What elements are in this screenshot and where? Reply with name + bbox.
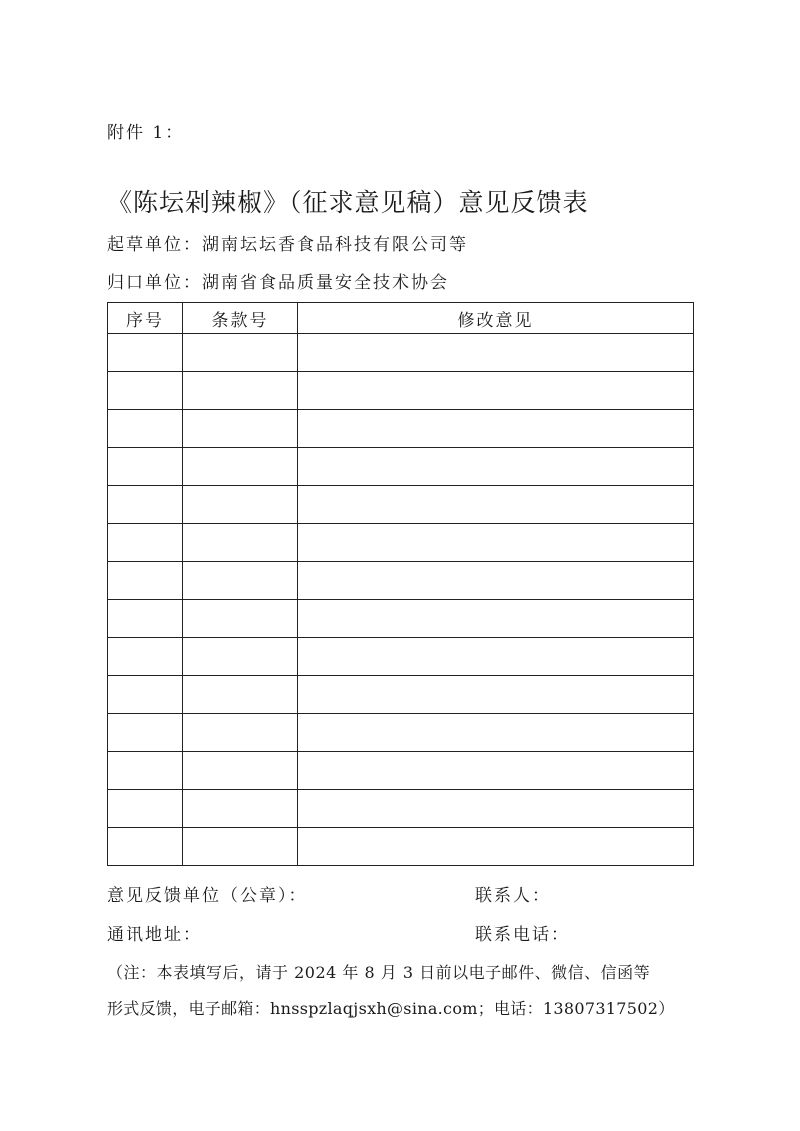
table-row [108,410,694,448]
table-row [108,448,694,486]
attachment-label: 附件 1： [107,123,185,143]
comment-cell[interactable] [298,372,694,410]
serial-cell[interactable] [108,828,183,866]
clause-cell[interactable] [183,562,298,600]
table-header-row [108,303,694,334]
mailing-address-label: 通讯地址： [107,925,202,945]
comment-cell[interactable] [298,676,694,714]
clause-cell[interactable] [183,334,298,372]
serial-cell[interactable] [108,372,183,410]
serial-cell[interactable] [108,790,183,828]
comment-cell[interactable] [298,714,694,752]
clause-cell[interactable] [183,448,298,486]
serial-cell[interactable] [108,676,183,714]
serial-cell[interactable] [108,524,183,562]
clause-cell[interactable] [183,486,298,524]
serial-cell[interactable] [108,486,183,524]
clause-cell[interactable] [183,372,298,410]
table-row [108,600,694,638]
comment-cell[interactable] [298,486,694,524]
comment-cell[interactable] [298,410,694,448]
note-line-1: （注：本表填写后，请于 2024 年 8 月 3 日前以电子邮件、微信、信函等 [107,963,651,982]
comment-cell[interactable] [298,600,694,638]
clause-cell[interactable] [183,410,298,448]
clause-cell[interactable] [183,600,298,638]
clause-cell[interactable] [183,676,298,714]
feedback-table [107,302,694,866]
clause-cell[interactable] [183,714,298,752]
serial-cell[interactable] [108,562,183,600]
comment-cell[interactable] [298,790,694,828]
table-row [108,714,694,752]
serial-cell[interactable] [108,638,183,676]
table-row [108,486,694,524]
comment-cell[interactable] [298,752,694,790]
table-row [108,334,694,372]
clause-cell[interactable] [183,790,298,828]
comment-cell[interactable] [298,334,694,372]
contact-person-label: 联系人： [475,886,551,906]
table-row [108,638,694,676]
header-serial-number: 序号 [108,303,183,334]
document-title: 《陈坛剁辣椒》（征求意见稿）意见反馈表 [107,188,589,217]
clause-cell[interactable] [183,752,298,790]
drafting-unit: 起草单位：湖南坛坛香食品科技有限公司等 [107,235,468,255]
serial-cell[interactable] [108,752,183,790]
table-body [108,334,694,866]
clause-cell[interactable] [183,524,298,562]
table-row [108,828,694,866]
responsible-unit: 归口单位：湖南省食品质量安全技术协会 [107,273,449,293]
table-row [108,752,694,790]
header-clause-number: 条款号 [183,303,298,334]
feedback-unit-label: 意见反馈单位（公章）： [107,886,308,906]
contact-phone-label: 联系电话： [475,925,570,945]
serial-cell[interactable] [108,410,183,448]
serial-cell[interactable] [108,714,183,752]
clause-cell[interactable] [183,638,298,676]
comment-cell[interactable] [298,562,694,600]
comment-cell[interactable] [298,448,694,486]
serial-cell[interactable] [108,448,183,486]
table-row [108,372,694,410]
header-revision-comment: 修改意见 [298,303,694,334]
comment-cell[interactable] [298,524,694,562]
serial-cell[interactable] [108,600,183,638]
table-row [108,524,694,562]
comment-cell[interactable] [298,828,694,866]
serial-cell[interactable] [108,334,183,372]
table-row [108,790,694,828]
table-row [108,562,694,600]
note-line-2: 形式反馈，电子邮箱：hnsspzlaqjsxh@sina.com；电话：13807317502） [107,999,675,1018]
table-row [108,676,694,714]
clause-cell[interactable] [183,828,298,866]
comment-cell[interactable] [298,638,694,676]
